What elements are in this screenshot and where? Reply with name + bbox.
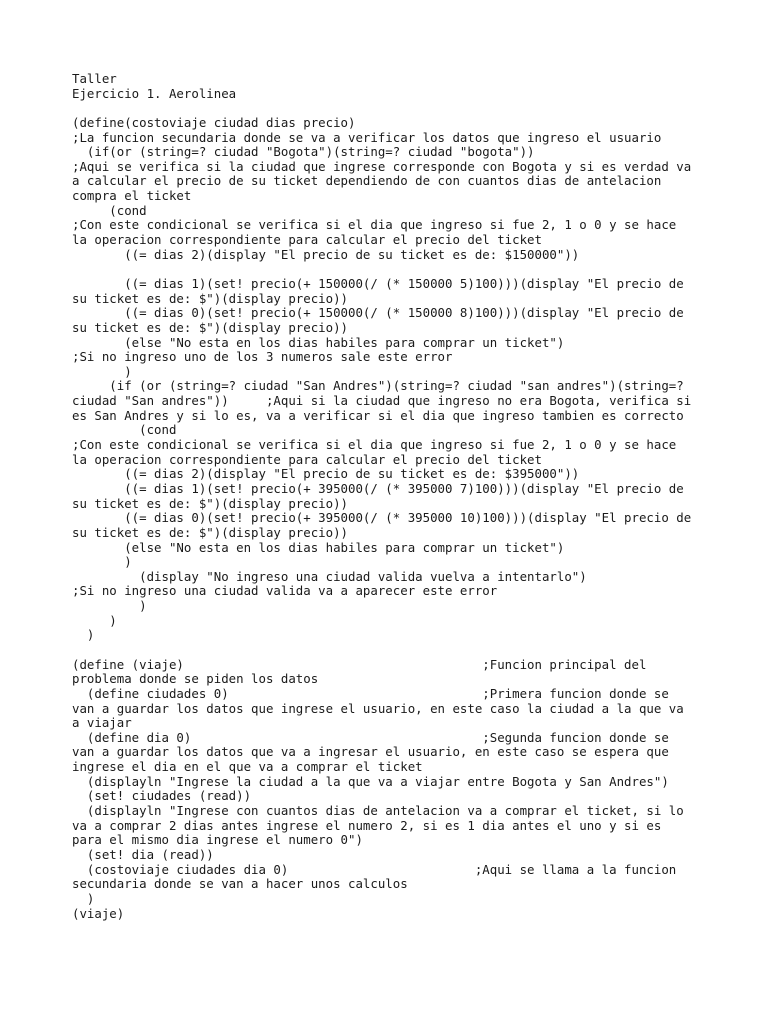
code-line: su ticket es de: $")(display precio)) (72, 524, 349, 540)
code-line: es San Andres y si lo es, va a verificar si el dia que ingreso tambien es correcto (72, 407, 684, 423)
code-line: Ejercicio 1. Aerolinea (72, 85, 237, 101)
code-line: para el mismo dia ingrese el numero 0") (72, 832, 363, 848)
code-line: ingrese el dia en el que va a comprar el ticket (72, 759, 423, 775)
code-line: su ticket es de: $")(display precio)) (72, 290, 349, 306)
code-line: (cond (72, 202, 147, 218)
code-line: van a guardar los datos que ingrese el usuario, en este caso la ciudad a la que va (72, 700, 684, 716)
code-line: ;La funcion secundaria donde se va a verificar los datos que ingreso el usuario (72, 129, 662, 145)
code-line: (viaje) (72, 905, 125, 921)
code-line: ((= dias 0)(set! precio(+ 150000(/ (* 150000 8)100)))(display "El precio de (72, 305, 684, 321)
code-line: ;Con este condicional se verifica si el dia que ingreso si fue 2, 1 o 0 y se hace (72, 217, 677, 233)
code-line: ((= dias 2)(display "El precio de su ticket es de: $150000")) (72, 246, 580, 262)
code-line (72, 262, 712, 277)
document-body (72, 72, 712, 921)
code-line: ) (72, 627, 95, 643)
code-line: ) (72, 890, 95, 906)
code-line: Taller (72, 71, 117, 86)
code-line: ;Aqui se verifica si la ciudad que ingrese corresponde con Bogota y si es verdad va (72, 158, 692, 174)
code-line: su ticket es de: $")(display precio)) (72, 495, 349, 511)
code-line: (display "No ingreso una ciudad valida vuelva a intentarlo") (72, 568, 587, 584)
code-line: a calcular el precio de su ticket dependiendo de con cuantos dias de antelacion (72, 173, 662, 189)
code-line: van a guardar los datos que va a ingresar el usuario, en este caso se espera que (72, 744, 669, 760)
code-line: la operacion correspondiente para calcular el precio del ticket (72, 232, 542, 248)
code-line: ) (72, 554, 132, 570)
code-line: la operacion correspondiente para calcular el precio del ticket (72, 451, 542, 467)
code-line: (displayln "Ingrese la ciudad a la que va a viajar entre Bogota y San Andres") (72, 773, 669, 789)
code-line: (if (or (string=? ciudad "San Andres")(string=? ciudad "san andres")(string=? (72, 378, 684, 394)
code-line: ) (72, 363, 132, 379)
code-line: ) (72, 612, 117, 628)
code-line: ;Con este condicional se verifica si el dia que ingreso si fue 2, 1 o 0 y se hace (72, 437, 677, 453)
code-line: ciudad "San andres")) ;Aqui si la ciudad que ingreso no era Bogota, verifica si (72, 393, 692, 409)
code-line: ((= dias 0)(set! precio(+ 395000(/ (* 395000 10)100)))(display "El precio de (72, 510, 692, 526)
code-line: ;Si no ingreso una ciudad valida va a aparecer este error (72, 583, 498, 599)
code-line: (else "No esta en los dias habiles para comprar un ticket") (72, 539, 565, 555)
code-line: va a comprar 2 dias antes ingrese el numero 2, si es 1 dia antes el uno y si es (72, 817, 662, 833)
code-line: ((= dias 2)(display "El precio de su ticket es de: $395000")) (72, 466, 580, 482)
code-line (72, 643, 712, 658)
code-line: ((= dias 1)(set! precio(+ 150000(/ (* 150000 5)100)))(display "El precio de (72, 275, 684, 291)
code-line: ((= dias 1)(set! precio(+ 395000(/ (* 395000 7)100)))(display "El precio de (72, 480, 684, 496)
code-line: ;Si no ingreso uno de los 3 numeros sale este error (72, 349, 453, 365)
code-line: a viajar (72, 715, 132, 731)
code-line: problema donde se piden los datos (72, 671, 319, 687)
code-line: (define dia 0) ;Segunda funcion donde se (72, 729, 669, 745)
code-line: (if(or (string=? ciudad "Bogota")(string=? ciudad "bogota")) (72, 144, 535, 160)
code-line: (costoviaje ciudades dia 0) ;Aqui se llama a la funcion (72, 861, 677, 877)
code-line: (set! ciudades (read)) (72, 788, 252, 804)
code-line: (define(costoviaje ciudad dias precio) (72, 114, 356, 130)
code-line: (cond (72, 422, 177, 438)
code-line: (define (viaje) ;Funcion principal del (72, 656, 647, 672)
code-line: compra el ticket (72, 188, 192, 204)
code-line: su ticket es de: $")(display precio)) (72, 319, 349, 335)
code-line: (define ciudades 0) ;Primera funcion donde se (72, 685, 669, 701)
code-line: (displayln "Ingrese con cuantos dias de antelacion va a comprar el ticket, si lo (72, 803, 684, 819)
code-line: ) (72, 598, 147, 614)
code-line: (set! dia (read)) (72, 846, 214, 862)
code-line: secundaria donde se van a hacer unos calculos (72, 876, 408, 892)
code-line (72, 101, 712, 116)
code-line: (else "No esta en los dias habiles para comprar un ticket") (72, 334, 565, 350)
